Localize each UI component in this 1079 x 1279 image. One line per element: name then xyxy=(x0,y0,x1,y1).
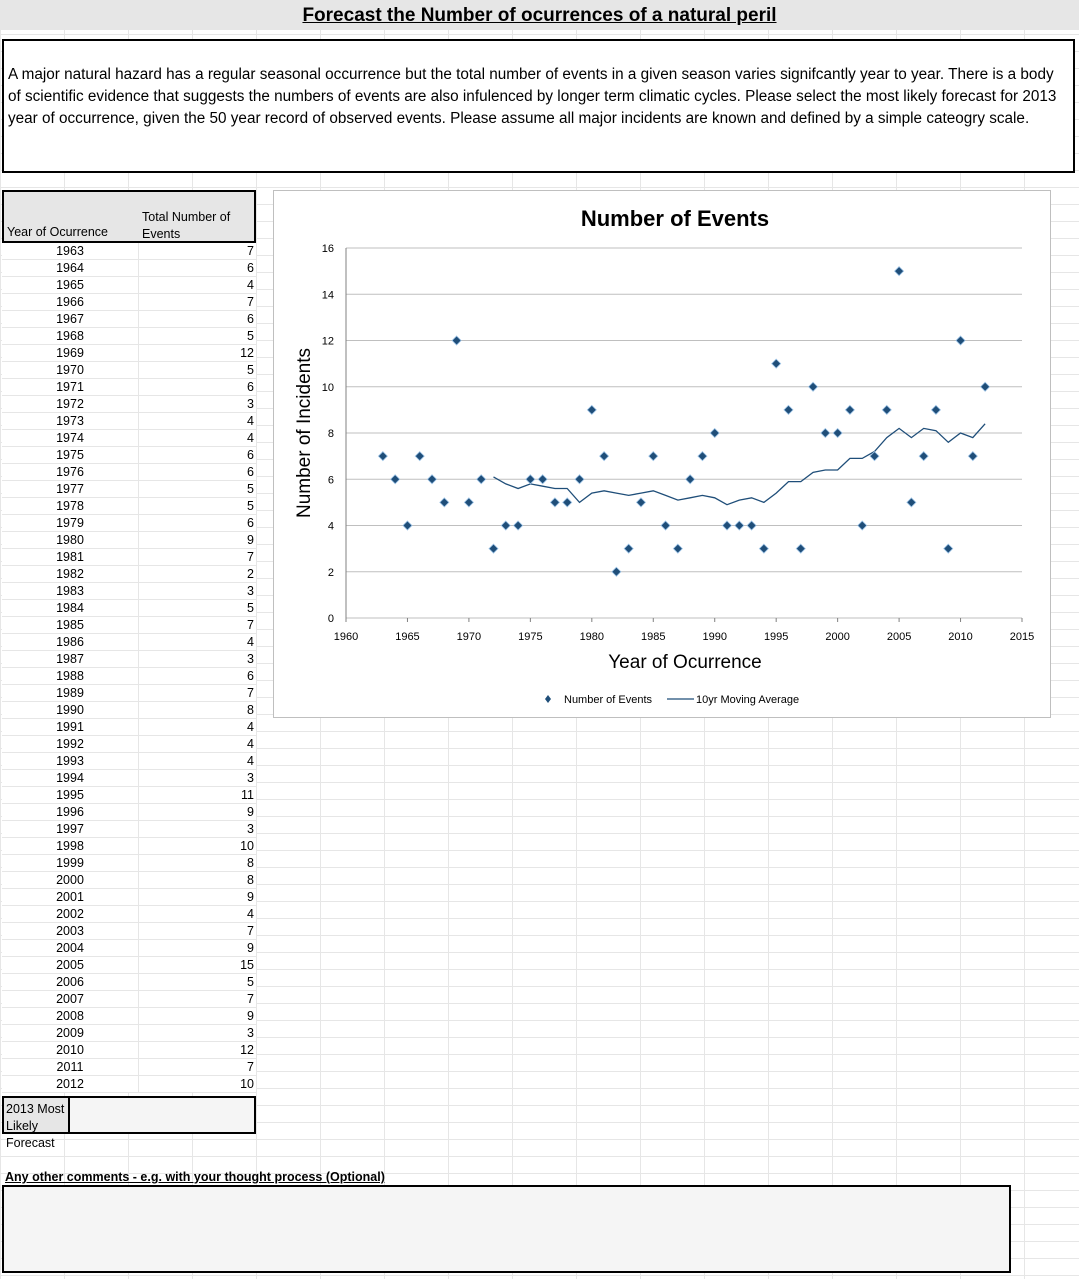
total-cell: 5 xyxy=(138,481,254,498)
event-point xyxy=(833,429,842,438)
total-cell: 4 xyxy=(138,736,254,753)
event-point xyxy=(809,382,818,391)
total-cell: 4 xyxy=(138,277,254,294)
event-point xyxy=(895,267,904,276)
table-row xyxy=(2,515,256,532)
total-cell: 4 xyxy=(138,413,254,430)
event-point xyxy=(686,475,695,484)
year-cell: 1995 xyxy=(56,788,84,802)
year-cell: 1968 xyxy=(56,329,84,343)
legend-label-average: 10yr Moving Average xyxy=(696,694,800,706)
intro-text: A major natural hazard has a regular seasonal occurrence but the total number of events in a given season varies signifcantly year to year. There is a body of scientific evidence that suggests the numbers of events are also infulenced by longer term climatic cycles. Please select the most likely forecast for 2013 year of occurrence, given the 50 year record of observed events. Please assume all major incidents are known and defined by a simple cateogry scale. xyxy=(2,39,1075,173)
total-cell: 6 xyxy=(138,260,254,277)
event-point xyxy=(477,475,486,484)
y-tick-label: 10 xyxy=(321,381,334,394)
events-chart xyxy=(273,190,1051,718)
year-cell: 1993 xyxy=(56,754,84,768)
year-cell: 1999 xyxy=(56,856,84,870)
table-row xyxy=(2,362,256,379)
total-cell: 6 xyxy=(138,447,254,464)
table-row xyxy=(2,1076,256,1093)
year-cell: 1986 xyxy=(56,635,84,649)
year-cell: 1975 xyxy=(56,448,84,462)
x-tick-label: 1995 xyxy=(763,631,789,643)
total-cell: 15 xyxy=(138,957,254,974)
total-cell: 8 xyxy=(138,702,254,719)
event-point xyxy=(968,452,977,461)
year-cell: 1976 xyxy=(56,465,84,479)
table-row xyxy=(2,804,256,821)
event-point xyxy=(624,544,633,553)
table-row xyxy=(2,413,256,430)
total-cell: 3 xyxy=(138,770,254,787)
table-row xyxy=(2,719,256,736)
year-cell: 2006 xyxy=(56,975,84,989)
event-point xyxy=(944,544,953,553)
table-row xyxy=(2,1059,256,1076)
total-cell: 9 xyxy=(138,1008,254,1025)
x-tick-label: 2015 xyxy=(1009,631,1035,643)
total-cell: 7 xyxy=(138,685,254,702)
table-row xyxy=(2,345,256,362)
year-cell: 1967 xyxy=(56,312,84,326)
table-row xyxy=(2,940,256,957)
year-cell: 1969 xyxy=(56,346,84,360)
col-header-total-line1: Total Number of xyxy=(142,210,231,224)
table-row xyxy=(2,906,256,923)
event-point xyxy=(575,475,584,484)
event-point xyxy=(882,405,891,414)
event-point xyxy=(956,336,965,345)
col-header-total xyxy=(142,209,230,243)
table-row xyxy=(2,498,256,515)
total-cell: 4 xyxy=(138,719,254,736)
year-cell: 2009 xyxy=(56,1026,84,1040)
event-point xyxy=(600,452,609,461)
table-row xyxy=(2,1008,256,1025)
total-cell: 2 xyxy=(138,566,254,583)
year-cell: 1998 xyxy=(56,839,84,853)
table-row xyxy=(2,600,256,617)
event-point xyxy=(391,475,400,484)
x-tick-label: 2000 xyxy=(825,631,850,643)
year-cell: 2010 xyxy=(56,1043,84,1057)
total-cell: 3 xyxy=(138,1025,254,1042)
x-tick-label: 1975 xyxy=(518,631,543,643)
y-tick-label: 14 xyxy=(321,289,334,302)
event-point xyxy=(538,475,547,484)
table-row xyxy=(2,617,256,634)
total-cell: 9 xyxy=(138,889,254,906)
moving-average-line xyxy=(494,424,986,505)
year-cell: 2000 xyxy=(56,873,84,887)
col-header-total-line2: Events xyxy=(142,227,181,241)
event-point xyxy=(796,544,805,553)
x-tick-label: 1970 xyxy=(456,631,482,643)
total-cell: 8 xyxy=(138,855,254,872)
y-tick-label: 8 xyxy=(327,428,334,440)
table-row xyxy=(2,566,256,583)
event-point xyxy=(759,544,768,553)
year-cell: 2001 xyxy=(56,890,84,904)
year-cell: 1996 xyxy=(56,805,84,819)
table-row xyxy=(2,651,256,668)
year-cell: 1985 xyxy=(56,618,84,632)
total-cell: 6 xyxy=(138,515,254,532)
table-row xyxy=(2,787,256,804)
y-tick-label: 6 xyxy=(327,474,334,487)
table-row xyxy=(2,685,256,702)
total-cell: 11 xyxy=(138,787,254,804)
year-cell: 1971 xyxy=(56,380,84,394)
event-point xyxy=(747,521,756,530)
year-cell: 2012 xyxy=(56,1077,84,1091)
year-cell: 1988 xyxy=(56,669,84,683)
total-cell: 9 xyxy=(138,804,254,821)
total-cell: 4 xyxy=(138,430,254,447)
total-cell: 7 xyxy=(138,991,254,1008)
year-cell: 1983 xyxy=(56,584,84,598)
comments-label: Any other comments - e.g. with your thought process (Optional) xyxy=(5,1170,385,1184)
total-cell: 6 xyxy=(138,379,254,396)
year-cell: 1984 xyxy=(56,601,84,615)
event-point xyxy=(710,429,719,438)
year-cell: 1965 xyxy=(56,278,84,292)
year-cell: 1989 xyxy=(56,686,84,700)
total-cell: 8 xyxy=(138,872,254,889)
legend-marker-events xyxy=(545,695,551,703)
year-cell: 1991 xyxy=(56,720,84,734)
event-point xyxy=(464,498,473,507)
event-point xyxy=(673,544,682,553)
event-point xyxy=(612,567,621,576)
event-point xyxy=(661,521,670,530)
event-point xyxy=(403,521,412,530)
event-point xyxy=(858,521,867,530)
total-cell: 6 xyxy=(138,464,254,481)
year-cell: 1994 xyxy=(56,771,84,785)
table-row xyxy=(2,277,256,294)
table-row xyxy=(2,481,256,498)
year-cell: 2008 xyxy=(56,1009,84,1023)
forecast-label-line1: 2013 Most Likely xyxy=(6,1102,65,1133)
total-cell: 3 xyxy=(138,821,254,838)
event-point xyxy=(636,498,645,507)
event-point xyxy=(563,498,572,507)
event-point xyxy=(931,405,940,414)
year-cell: 1992 xyxy=(56,737,84,751)
table-row xyxy=(2,430,256,447)
total-cell: 5 xyxy=(138,328,254,345)
table-row xyxy=(2,549,256,566)
y-tick-label: 0 xyxy=(327,613,334,625)
event-point xyxy=(845,405,854,414)
event-point xyxy=(415,452,424,461)
total-cell: 5 xyxy=(138,362,254,379)
table-row xyxy=(2,736,256,753)
forecast-input[interactable] xyxy=(70,1098,254,1132)
year-cell: 1974 xyxy=(56,431,84,445)
table-row xyxy=(2,311,256,328)
event-point xyxy=(428,475,437,484)
table-row xyxy=(2,923,256,940)
table-row xyxy=(2,260,256,277)
y-tick-label: 4 xyxy=(327,520,334,533)
year-cell: 1981 xyxy=(56,550,84,564)
page-title: Forecast the Number of ocurrences of a natural peril xyxy=(302,5,777,26)
event-point xyxy=(723,521,732,530)
total-cell: 4 xyxy=(138,753,254,770)
year-cell: 1990 xyxy=(56,703,84,717)
total-cell: 3 xyxy=(138,583,254,600)
table-row xyxy=(2,464,256,481)
table-row xyxy=(2,838,256,855)
event-point xyxy=(907,498,916,507)
total-cell: 7 xyxy=(138,617,254,634)
y-tick-label: 16 xyxy=(321,243,334,255)
table-row xyxy=(2,583,256,600)
total-cell: 6 xyxy=(138,668,254,685)
table-row xyxy=(2,243,256,260)
year-cell: 2004 xyxy=(56,941,84,955)
event-point xyxy=(501,521,510,530)
table-row xyxy=(2,668,256,685)
col-header-year: Year of Ocurrence xyxy=(7,225,108,239)
forecast-label xyxy=(4,1098,70,1150)
year-cell: 2005 xyxy=(56,958,84,972)
x-tick-label: 2010 xyxy=(948,631,973,643)
x-axis-label: Year of Ocurrence xyxy=(608,652,762,673)
event-point xyxy=(919,452,928,461)
table-row xyxy=(2,957,256,974)
total-cell: 7 xyxy=(138,1059,254,1076)
table-row xyxy=(2,379,256,396)
year-cell: 1978 xyxy=(56,499,84,513)
table-body xyxy=(2,243,256,1093)
year-cell: 1964 xyxy=(56,261,84,275)
total-cell: 7 xyxy=(138,294,254,311)
table-row xyxy=(2,991,256,1008)
event-point xyxy=(452,336,461,345)
total-cell: 5 xyxy=(138,974,254,991)
table-row xyxy=(2,753,256,770)
table-row xyxy=(2,770,256,787)
event-point xyxy=(698,452,707,461)
event-point xyxy=(649,452,658,461)
event-point xyxy=(514,521,523,530)
event-point xyxy=(587,405,596,414)
event-point xyxy=(378,452,387,461)
year-cell: 2002 xyxy=(56,907,84,921)
year-cell: 1987 xyxy=(56,652,84,666)
year-cell: 1966 xyxy=(56,295,84,309)
year-cell: 1972 xyxy=(56,397,84,411)
total-cell: 7 xyxy=(138,923,254,940)
table-row xyxy=(2,889,256,906)
year-cell: 2011 xyxy=(56,1060,84,1074)
forecast-row xyxy=(2,1096,256,1150)
total-cell: 9 xyxy=(138,940,254,957)
table-row xyxy=(2,294,256,311)
y-tick-label: 2 xyxy=(327,566,334,579)
event-point xyxy=(735,521,744,530)
total-cell: 9 xyxy=(138,532,254,549)
total-cell: 4 xyxy=(138,634,254,651)
x-tick-label: 1980 xyxy=(579,631,605,643)
x-tick-label: 2005 xyxy=(886,631,912,643)
table-row xyxy=(2,634,256,651)
total-cell: 12 xyxy=(138,345,254,362)
year-cell: 2007 xyxy=(56,992,84,1006)
total-cell: 6 xyxy=(138,311,254,328)
total-cell: 5 xyxy=(138,498,254,515)
table-row xyxy=(2,855,256,872)
chart-svg xyxy=(274,191,1052,719)
table-row xyxy=(2,532,256,549)
year-cell: 1979 xyxy=(56,516,84,530)
table-row xyxy=(2,396,256,413)
events-table xyxy=(2,190,256,1093)
table-row xyxy=(2,328,256,345)
table-row xyxy=(2,872,256,889)
year-cell: 2003 xyxy=(56,924,84,938)
event-point xyxy=(550,498,559,507)
table-header xyxy=(2,190,256,243)
year-cell: 1982 xyxy=(56,567,84,581)
y-tick-label: 12 xyxy=(321,335,334,348)
total-cell: 3 xyxy=(138,396,254,413)
table-row xyxy=(2,1025,256,1042)
total-cell: 5 xyxy=(138,600,254,617)
total-cell: 12 xyxy=(138,1042,254,1059)
x-tick-label: 1965 xyxy=(395,631,420,643)
x-tick-label: 1985 xyxy=(641,631,666,643)
event-point xyxy=(526,475,535,484)
year-cell: 1997 xyxy=(56,822,84,836)
total-cell: 4 xyxy=(138,906,254,923)
total-cell: 10 xyxy=(138,1076,254,1093)
event-point xyxy=(821,429,830,438)
comments-textarea[interactable] xyxy=(2,1185,1011,1273)
table-row xyxy=(2,447,256,464)
year-cell: 1973 xyxy=(56,414,84,428)
event-point xyxy=(489,544,498,553)
year-cell: 1977 xyxy=(56,482,84,496)
table-row xyxy=(2,1042,256,1059)
y-axis-label: Number of Incidents xyxy=(294,347,315,519)
total-cell: 7 xyxy=(138,243,254,260)
event-point xyxy=(981,382,990,391)
legend-label-events: Number of Events xyxy=(564,694,653,706)
year-cell: 1970 xyxy=(56,363,84,377)
year-cell: 1963 xyxy=(56,244,84,258)
total-cell: 10 xyxy=(138,838,254,855)
table-row xyxy=(2,974,256,991)
table-row xyxy=(2,702,256,719)
title-band xyxy=(0,0,1079,30)
x-tick-label: 1960 xyxy=(333,631,359,643)
table-row xyxy=(2,821,256,838)
chart-title: Number of Events xyxy=(580,206,770,231)
event-point xyxy=(784,405,793,414)
event-point xyxy=(772,359,781,368)
total-cell: 7 xyxy=(138,549,254,566)
total-cell: 3 xyxy=(138,651,254,668)
event-point xyxy=(440,498,449,507)
year-cell: 1980 xyxy=(56,533,84,547)
forecast-label-line2: Forecast xyxy=(6,1136,55,1150)
x-tick-label: 1990 xyxy=(702,631,727,643)
